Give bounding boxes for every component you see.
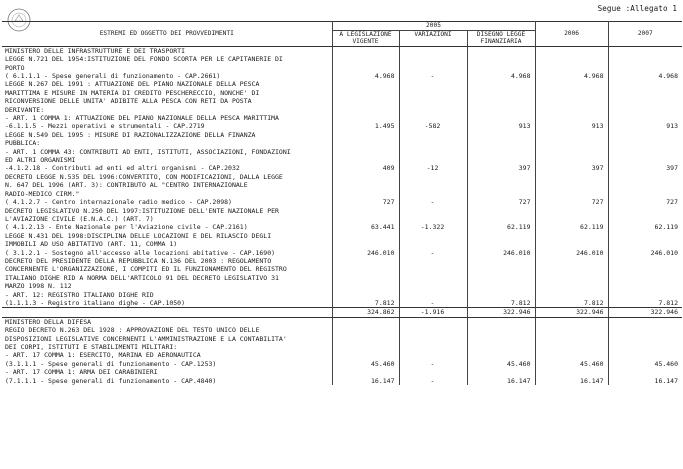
value-2007-text: 62.119 bbox=[654, 223, 679, 232]
ministry-row bbox=[2, 317, 682, 326]
value-2007 bbox=[608, 148, 682, 173]
provvedimento-line: RADIO-MEDICO CIRM." bbox=[5, 189, 80, 198]
provvedimento-line: -6.1.1.5 - Mezzi operativi e strumentali - CAP.2719 bbox=[5, 122, 205, 131]
table-row bbox=[2, 326, 682, 351]
provvedimento-line: ( 4.1.2.13 - Ente Nazionale per l'Aviazione civile - CAP.2161) bbox=[5, 223, 248, 232]
variazioni-value bbox=[399, 351, 467, 368]
provvedimento-cell bbox=[2, 291, 332, 308]
annex-label: Segue :Allegato 1 bbox=[597, 4, 677, 13]
disegno-value-text: 7.812 bbox=[510, 298, 531, 307]
legislazione-value-text: 727 bbox=[382, 198, 395, 207]
header-year-2006: 2006 bbox=[535, 22, 608, 47]
table-row bbox=[2, 207, 682, 232]
ministry-title: MINISTERO DELLE INFRASTRUTTURE E DEI TRASPORTI bbox=[2, 46, 332, 55]
provvedimento-line: ( 3.1.2.1 - Sostegno all'accesso alle locazioni abitative - CAP.1690) bbox=[5, 248, 276, 257]
table-row bbox=[2, 148, 682, 173]
provvedimento-line: DERIVANTE: bbox=[5, 105, 45, 114]
value-2007-text: 322.946 bbox=[650, 308, 679, 317]
disegno-value-text: 913 bbox=[518, 122, 531, 131]
disegno-value bbox=[467, 114, 535, 131]
value-2006-text: 62.119 bbox=[580, 223, 604, 232]
value-2006 bbox=[535, 55, 608, 80]
variazioni-value-text: -582 bbox=[424, 122, 441, 131]
provvedimento-line: (7.1.1.1 - Spese generali di funzionamento - CAP.4840) bbox=[5, 376, 217, 385]
disegno-value bbox=[467, 291, 535, 308]
provvedimento-line: DEI CORPI, ISTITUTI E STABILIMENTI MILITARI: bbox=[5, 343, 178, 351]
value-2006 bbox=[535, 173, 608, 207]
disegno-value bbox=[467, 308, 535, 317]
value-2006 bbox=[535, 148, 608, 173]
table-row bbox=[2, 80, 682, 114]
provvedimento-line: ( 4.1.2.7 - Centro internazionale radio medico - CAP.2098) bbox=[5, 198, 232, 207]
provvedimento-line: L'AVIAZIONE CIVILE (E.N.A.C.) (ART. 7) bbox=[5, 214, 154, 223]
legislazione-value bbox=[332, 80, 399, 114]
provvedimento-cell bbox=[2, 55, 332, 80]
legislazione-value bbox=[332, 207, 399, 232]
provvedimento-line: LEGGE N.431 DEL 1998:DISCIPLINA DELLE LOCAZIONI E DEL RILASCIO DEGLI bbox=[5, 231, 272, 240]
provvedimento-cell bbox=[2, 173, 332, 207]
legislazione-value-text: 324.862 bbox=[367, 308, 395, 317]
disegno-value bbox=[467, 326, 535, 351]
provvedimento-line: ( 6.1.1.1 - Spese generali di funzionamento - CAP.2661) bbox=[5, 72, 221, 80]
value-2006-text: 727 bbox=[591, 198, 604, 207]
value-2006-text: 322.946 bbox=[576, 308, 604, 317]
provvedimento-line: CONCERNENTE L'ORGANIZZAZIONE, I COMPITI ED IL FUNZIONAMENTO DEL REGISTRO bbox=[5, 265, 287, 274]
variazioni-value bbox=[399, 173, 467, 207]
header-disegno-legge: DISEGNO LEGGE FINANZIARIA bbox=[467, 30, 535, 46]
variazioni-value bbox=[399, 257, 467, 291]
value-2006-text: 246.010 bbox=[576, 248, 604, 257]
table-body bbox=[2, 46, 682, 385]
disegno-value-text: 246.010 bbox=[503, 248, 531, 257]
table-row bbox=[2, 131, 682, 148]
legislazione-value-text: 45.460 bbox=[371, 359, 395, 368]
variazioni-value-text: - bbox=[430, 198, 435, 207]
legislazione-value-text: 7.812 bbox=[374, 298, 395, 307]
provvedimento-line: PUBBLICA: bbox=[5, 139, 41, 148]
provvedimento-line: -4.1.2.18 - Contributi ad enti ed altri organismi - CAP.2032 bbox=[5, 164, 240, 173]
value-2007 bbox=[608, 114, 682, 131]
value-2007 bbox=[608, 291, 682, 308]
legislazione-value bbox=[332, 308, 399, 317]
disegno-value bbox=[467, 351, 535, 368]
provvedimento-cell bbox=[2, 257, 332, 291]
legislazione-value bbox=[332, 148, 399, 173]
header-year-2007: 2007 bbox=[608, 22, 682, 47]
provvedimento-line: PORTO bbox=[5, 63, 25, 72]
legislazione-value bbox=[332, 131, 399, 148]
value-2006 bbox=[535, 326, 608, 351]
provvedimento-cell bbox=[2, 351, 332, 368]
variazioni-value-text: - bbox=[430, 376, 435, 385]
legislazione-value bbox=[332, 326, 399, 351]
value-2006 bbox=[535, 80, 608, 114]
disegno-value-text: 397 bbox=[518, 164, 531, 173]
variazioni-value-text: - bbox=[430, 248, 435, 257]
table-row bbox=[2, 291, 682, 308]
legislazione-value-text: 4.968 bbox=[374, 72, 395, 80]
provvedimento-line: (1.1.1.3 - Registro italiano dighe - CAP.1050) bbox=[5, 298, 186, 307]
provvedimento-line: DECRETO LEGISLATIVO N.250 DEL 1997:ISTITUZIONE DELL'ENTE NAZIONALE PER bbox=[5, 206, 279, 215]
provvedimento-cell bbox=[2, 207, 332, 232]
legislazione-value-text: 63.441 bbox=[371, 223, 395, 232]
value-2007-text: 4.968 bbox=[658, 72, 679, 80]
variazioni-value-text: -1.322 bbox=[420, 223, 445, 232]
provvedimento-line: MARITTIMA E MISURE IN MATERIA DI CREDITO PESCHERECCIO, NONCHE' DI bbox=[5, 88, 260, 97]
legislazione-value bbox=[332, 232, 399, 257]
disegno-value-text: 727 bbox=[518, 198, 531, 207]
value-2006-text: 45.460 bbox=[580, 359, 604, 368]
legislazione-value-text: 1.495 bbox=[374, 122, 395, 131]
variazioni-value bbox=[399, 308, 467, 317]
variazioni-value bbox=[399, 131, 467, 148]
table-row bbox=[2, 232, 682, 257]
value-2006-text: 7.812 bbox=[583, 298, 604, 307]
header-variazioni: VARIAZIONI bbox=[399, 30, 467, 46]
legislazione-value-text: 409 bbox=[382, 164, 395, 173]
table-row bbox=[2, 368, 682, 385]
provvedimento-line: RICONVERSIONE DELLE UNITA' ADIBITE ALLA PESCA CON RETI DA POSTA bbox=[5, 97, 252, 106]
disegno-value bbox=[467, 207, 535, 232]
legislazione-value bbox=[332, 291, 399, 308]
provvedimento-cell bbox=[2, 326, 332, 351]
value-2006-text: 913 bbox=[591, 122, 604, 131]
table-row bbox=[2, 55, 682, 80]
provvedimento-line: MARZO 1998 N. 112 bbox=[5, 282, 72, 291]
value-2007 bbox=[608, 55, 682, 80]
value-2007-text: 246.010 bbox=[650, 248, 679, 257]
disegno-value bbox=[467, 55, 535, 80]
value-2007-text: 16.147 bbox=[654, 376, 679, 385]
provvedimento-line: DECRETO LEGGE N.535 DEL 1996:CONVERTITO, CON MODIFICAZIONI, DALLA LEGGE bbox=[5, 172, 283, 181]
header-provvedimenti: ESTREMI ED OGGETTO DEI PROVVEDIMENTI bbox=[2, 22, 332, 47]
provvedimento-line: ED ALTRI ORGANISMI bbox=[5, 156, 76, 165]
variazioni-value-text: - bbox=[430, 298, 435, 307]
value-2006 bbox=[535, 114, 608, 131]
value-2007-text: 7.812 bbox=[658, 298, 679, 307]
value-2007-text: 727 bbox=[666, 198, 679, 207]
variazioni-value bbox=[399, 148, 467, 173]
value-2007 bbox=[608, 308, 682, 317]
value-2007 bbox=[608, 326, 682, 351]
provvedimento-line: - ART. 1 COMMA 43: CONTRIBUTI AD ENTI, ISTITUTI, ASSOCIAZIONI, FONDAZIONI bbox=[5, 147, 291, 156]
value-2006-text: 397 bbox=[591, 164, 604, 173]
provvedimento-cell bbox=[2, 368, 332, 385]
value-2006-text: 16.147 bbox=[580, 376, 604, 385]
provvedimento-cell bbox=[2, 308, 332, 317]
disegno-value-text: 62.119 bbox=[507, 223, 531, 232]
value-2007-text: 45.460 bbox=[654, 359, 679, 368]
value-2007 bbox=[608, 131, 682, 148]
variazioni-value bbox=[399, 55, 467, 80]
ministry-title: MINISTERO DELLA DIFESA bbox=[2, 317, 332, 326]
legislazione-value-text: 16.147 bbox=[371, 376, 395, 385]
provvedimento-line: REGIO DECRETO N.263 DEL 1928 : APPROVAZIONE DEL TESTO UNICO DELLE bbox=[5, 326, 260, 335]
legislazione-value bbox=[332, 257, 399, 291]
value-2007 bbox=[608, 173, 682, 207]
disegno-value bbox=[467, 148, 535, 173]
variazioni-value bbox=[399, 80, 467, 114]
table-row bbox=[2, 114, 682, 131]
provvedimento-cell bbox=[2, 148, 332, 173]
provvedimento-cell bbox=[2, 80, 332, 114]
provvedimento-cell bbox=[2, 232, 332, 257]
legislazione-value bbox=[332, 114, 399, 131]
value-2006 bbox=[535, 368, 608, 385]
value-2006 bbox=[535, 232, 608, 257]
provvedimento-line: - ART. 1 COMMA 1: ATTUAZIONE DEL PIANO NAZIONALE DELLA PESCA MARITTIMA bbox=[5, 114, 279, 123]
value-2007 bbox=[608, 351, 682, 368]
variazioni-value-text: -1.916 bbox=[420, 308, 445, 317]
value-2006-text: 4.968 bbox=[583, 72, 604, 80]
provvedimento-line: - ART. 12: REGISTRO ITALIANO DIGHE RID bbox=[5, 290, 154, 299]
table-row bbox=[2, 257, 682, 291]
value-2007 bbox=[608, 232, 682, 257]
value-2006 bbox=[535, 207, 608, 232]
header-legislazione-vigente: A LEGISLAZIONE VIGENTE bbox=[332, 30, 399, 46]
legislazione-value bbox=[332, 173, 399, 207]
legislazione-value bbox=[332, 55, 399, 80]
budget-table bbox=[2, 21, 682, 385]
variazioni-value bbox=[399, 207, 467, 232]
disegno-value bbox=[467, 131, 535, 148]
disegno-value-text: 16.147 bbox=[507, 376, 531, 385]
disegno-value bbox=[467, 257, 535, 291]
value-2007 bbox=[608, 257, 682, 291]
variazioni-value bbox=[399, 291, 467, 308]
provvedimento-line: LEGGE N.721 DEL 1954:ISTITUZIONE DEL FONDO SCORTA PER LE CAPITANERIE DI bbox=[5, 55, 283, 64]
provvedimento-line: ITALIANO DIGHE RID A NORMA DELL'ARTICOLO 91 DEL DECRETO LEGISLATIVO 31 bbox=[5, 273, 279, 282]
value-2006 bbox=[535, 257, 608, 291]
variazioni-value bbox=[399, 368, 467, 385]
provvedimento-cell bbox=[2, 131, 332, 148]
provvedimento-line: IMMOBILI AD USO ABITATIVO (ART. 11, COMMA 1) bbox=[5, 240, 178, 249]
variazioni-value-text: -12 bbox=[426, 164, 439, 173]
provvedimento-line: - ART. 17 COMMA 1: ESERCITO, MARINA ED AERONAUTICA bbox=[5, 351, 201, 360]
legislazione-value bbox=[332, 351, 399, 368]
legislazione-value bbox=[332, 368, 399, 385]
value-2007-text: 397 bbox=[666, 164, 679, 173]
variazioni-value bbox=[399, 232, 467, 257]
disegno-value bbox=[467, 80, 535, 114]
provvedimento-line: (3.1.1.1 - Spese generali di funzionamento - CAP.1253) bbox=[5, 359, 217, 368]
legislazione-value-text: 246.010 bbox=[367, 248, 395, 257]
value-2006 bbox=[535, 308, 608, 317]
table-row bbox=[2, 173, 682, 207]
table-row bbox=[2, 351, 682, 368]
disegno-value bbox=[467, 173, 535, 207]
value-2007 bbox=[608, 368, 682, 385]
variazioni-value bbox=[399, 326, 467, 351]
value-2007 bbox=[608, 80, 682, 114]
provvedimento-line: LEGGE N.267 DEL 1991 : ATTUAZIONE DEL PIANO NAZIONALE DELLA PESCA bbox=[5, 80, 260, 89]
disegno-value-text: 4.968 bbox=[510, 72, 531, 80]
value-2007 bbox=[608, 207, 682, 232]
total-row bbox=[2, 308, 682, 317]
value-2006 bbox=[535, 351, 608, 368]
provvedimento-line: N. 647 DEL 1996 (ART. 3): CONTRIBUTO AL "CENTRO INTERNAZIONALE bbox=[5, 181, 248, 190]
variazioni-value-text: - bbox=[430, 359, 435, 368]
value-2006 bbox=[535, 131, 608, 148]
provvedimento-line: - ART. 17 COMMA 1: ARMA DEI CARABINIERI bbox=[5, 368, 158, 377]
value-2006 bbox=[535, 291, 608, 308]
header-year-2005: 2005 bbox=[332, 22, 535, 31]
disegno-value-text: 45.460 bbox=[507, 359, 531, 368]
variazioni-value-text: - bbox=[430, 72, 435, 80]
value-2007-text: 913 bbox=[666, 122, 679, 131]
variazioni-value bbox=[399, 114, 467, 131]
ministry-row bbox=[2, 46, 682, 55]
provvedimento-cell bbox=[2, 114, 332, 131]
provvedimento-line: LEGGE N.549 DEL 1995 : MISURE DI RAZIONALIZZAZIONE DELLA FINANZA bbox=[5, 130, 256, 139]
disegno-value bbox=[467, 368, 535, 385]
provvedimento-line: DISPOSIZIONI LEGISLATIVE CONCERNENTI L'AMMINISTRAZIONE E LA CONTABILITA' bbox=[5, 334, 287, 343]
disegno-value-text: 322.946 bbox=[503, 308, 531, 317]
provvedimento-line: DECRETO DEL PRESIDENTE DELLA REPUBBLICA N.136 DEL 2003 : REGOLAMENTO bbox=[5, 256, 272, 265]
disegno-value bbox=[467, 232, 535, 257]
